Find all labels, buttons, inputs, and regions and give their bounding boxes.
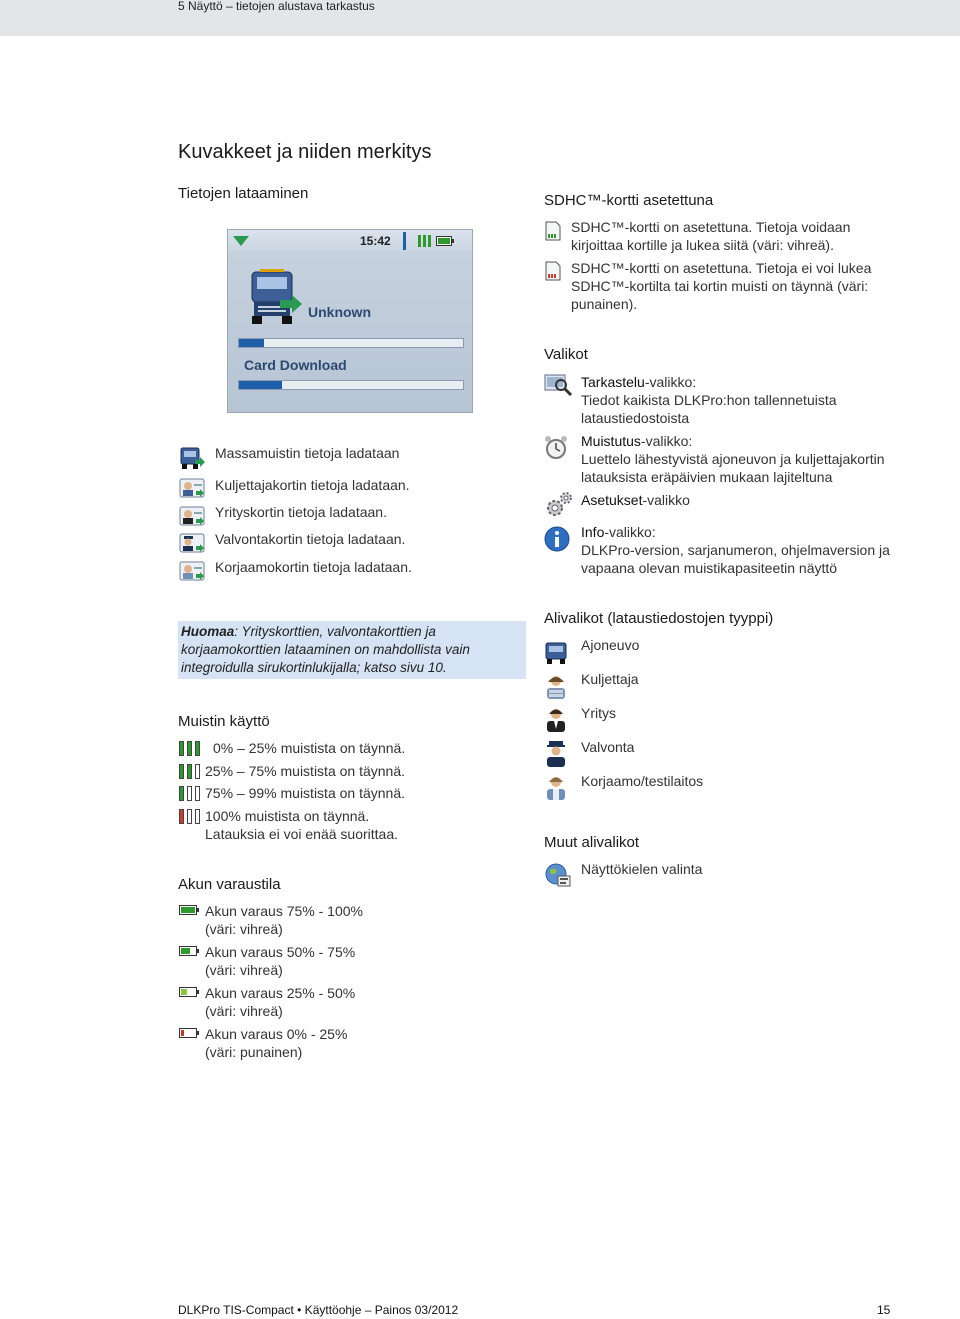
memory-item-1: 0% – 25% muistista on täynnä. bbox=[213, 740, 406, 756]
memory-level-1-icon bbox=[179, 741, 201, 756]
memory-item-4: 100% muistista on täynnä. bbox=[205, 808, 370, 824]
workshop-icon bbox=[544, 775, 568, 801]
download-item-workshop-card: Korjaamokortin tietoja ladataan. bbox=[215, 559, 412, 575]
battery-heading: Akun varaustila bbox=[178, 876, 281, 893]
note-label: Huomaa bbox=[181, 624, 235, 639]
submenu-company: Yritys bbox=[581, 705, 616, 721]
menu-info-rest: -valikko: bbox=[604, 524, 656, 540]
menu-view-bold: Tarkastelu bbox=[581, 374, 645, 390]
sdhc-item-1-line2: kirjoittaa kortille ja lukea siitä (väri: vihreä). bbox=[571, 237, 834, 253]
alarm-clock-icon bbox=[544, 433, 568, 463]
battery-item-3: Akun varaus 25% - 50% bbox=[205, 985, 356, 1001]
screen-vehicle-label: Unknown bbox=[308, 304, 371, 320]
page-number: 15 bbox=[877, 1303, 891, 1317]
note-text: : Yrityskorttien, valvontakorttien ja korjaamokorttien lataaminen on mahdollista vain integroidulla sirukortinlukijalla; katso sivu 10. bbox=[181, 624, 470, 675]
menu-info-bold: Info bbox=[581, 524, 605, 540]
menu-settings-bold: Asetukset bbox=[581, 492, 643, 508]
menu-reminder-desc-1: Luettelo lähestyvistä ajoneuvon ja kuljettajakortin bbox=[581, 451, 885, 467]
menu-reminder-rest: -valikko: bbox=[640, 433, 693, 449]
download-item-mass-memory: Massamuistin tietoja ladataan bbox=[215, 445, 400, 461]
view-menu-icon bbox=[544, 372, 572, 396]
settings-gear-icon bbox=[544, 490, 574, 520]
vehicle-icon bbox=[544, 641, 568, 665]
triangle-down-icon bbox=[233, 235, 249, 247]
memory-item-3: 75% – 99% muistista on täynnä. bbox=[205, 785, 406, 801]
other-language: Näyttökielen valinta bbox=[581, 861, 703, 877]
footer-text: DLKPro TIS-Compact • Käyttöohje – Painos 03/2012 bbox=[178, 1303, 459, 1317]
sdhc-item-2-line2: SDHC™-kortilta tai kortin muisti on täynnä (väri: bbox=[571, 278, 869, 294]
menu-reminder-bold: Muistutus bbox=[581, 433, 641, 449]
screen-status-bar bbox=[228, 230, 472, 252]
battery-item-4: Akun varaus 0% - 25% bbox=[205, 1026, 348, 1042]
info-icon bbox=[544, 526, 570, 552]
sdhc-item-2-line1: SDHC™-kortti on asetettuna. Tietoja ei voi lukea bbox=[571, 260, 872, 276]
menu-reminder bbox=[581, 432, 692, 450]
screen-time: 15:42 bbox=[360, 234, 391, 248]
progress-bar-2 bbox=[238, 380, 464, 390]
battery-icon bbox=[436, 236, 454, 246]
battery-high-icon bbox=[179, 946, 197, 956]
other-heading: Muut alivalikot bbox=[544, 834, 640, 851]
sdhc-card-green-icon bbox=[545, 221, 561, 241]
menu-view-rest: -valikko: bbox=[644, 374, 697, 390]
sdhc-heading: SDHC™-kortti asetettuna bbox=[544, 192, 714, 209]
battery-full-icon bbox=[179, 905, 197, 915]
memory-level-4-icon bbox=[179, 809, 201, 824]
page-title: Kuvakkeet ja niiden merkitys bbox=[178, 141, 432, 163]
page-header bbox=[0, 0, 960, 36]
memory-icon bbox=[418, 235, 432, 247]
battery-item-1: Akun varaus 75% - 100% bbox=[205, 903, 363, 919]
truck-icon bbox=[246, 268, 304, 326]
submenu-driver: Kuljettaja bbox=[581, 671, 639, 687]
device-screen bbox=[227, 229, 473, 413]
battery-item-1-color: (väri: vihreä) bbox=[205, 921, 283, 937]
note-box bbox=[178, 621, 526, 679]
submenu-control: Valvonta bbox=[581, 739, 635, 755]
memory-level-2-icon bbox=[179, 764, 201, 779]
download-item-driver-card: Kuljettajakortin tietoja ladataan. bbox=[215, 477, 410, 493]
progress-bar-1 bbox=[238, 338, 464, 348]
memory-item-2: 25% – 75% muistista on täynnä. bbox=[205, 763, 406, 779]
sdhc-card-red-icon bbox=[545, 261, 561, 281]
workshop-card-icon bbox=[179, 561, 205, 581]
sdhc-item-1-line1: SDHC™-kortti on asetettuna. Tietoja voidaan bbox=[571, 219, 851, 235]
download-item-control-card: Valvontakortin tietoja ladataan. bbox=[215, 531, 406, 547]
company-card-icon bbox=[179, 506, 205, 526]
driver-icon bbox=[544, 674, 568, 700]
submenus-heading: Alivalikot (lataustiedostojen tyyppi) bbox=[544, 610, 774, 627]
progress-fill-1 bbox=[239, 339, 264, 347]
control-icon bbox=[544, 741, 568, 767]
menu-view bbox=[581, 373, 696, 391]
battery-item-2: Akun varaus 50% - 75% bbox=[205, 944, 356, 960]
header-text: 5 Näyttö – tietojen alustava tarkastus bbox=[178, 0, 375, 13]
driver-card-icon bbox=[179, 478, 205, 498]
menu-info bbox=[581, 523, 656, 541]
battery-item-3-color: (väri: vihreä) bbox=[205, 1003, 283, 1019]
menu-info-desc-1: DLKPro-version, sarjanumeron, ohjelmaversion ja bbox=[581, 542, 890, 558]
menu-view-desc-2: lataustiedostoista bbox=[581, 410, 690, 426]
menu-info-desc-2: vapaana olevan muistikapasiteetin näyttö bbox=[581, 560, 838, 576]
menu-settings bbox=[581, 491, 690, 509]
menu-settings-rest: -valikko bbox=[642, 492, 690, 508]
download-heading: Tietojen lataaminen bbox=[178, 185, 309, 202]
battery-low-icon bbox=[179, 1028, 197, 1038]
memory-level-3-icon bbox=[179, 786, 201, 801]
menu-reminder-desc-2: latauksista eräpäivien mukaan lajiteltuna bbox=[581, 469, 833, 485]
submenu-vehicle: Ajoneuvo bbox=[581, 637, 640, 653]
screen-divider bbox=[403, 232, 406, 250]
company-icon bbox=[544, 707, 568, 733]
sdhc-item-2-line3: punainen). bbox=[571, 296, 638, 312]
battery-medium-icon bbox=[179, 987, 197, 997]
battery-item-2-color: (väri: vihreä) bbox=[205, 962, 283, 978]
memory-item-4-line2: Latauksia ei voi enää suorittaa. bbox=[205, 826, 399, 842]
progress-fill-2 bbox=[239, 381, 282, 389]
download-item-company-card: Yrityskortin tietoja ladataan. bbox=[215, 504, 387, 520]
language-globe-icon bbox=[544, 862, 572, 888]
screen-download-label: Card Download bbox=[244, 357, 347, 373]
control-card-icon bbox=[179, 533, 205, 553]
battery-item-4-color: (väri: punainen) bbox=[205, 1044, 303, 1060]
memory-heading: Muistin käyttö bbox=[178, 713, 270, 730]
menus-heading: Valikot bbox=[544, 346, 588, 363]
truck-download-icon bbox=[179, 446, 205, 472]
submenu-workshop: Korjaamo/testilaitos bbox=[581, 773, 704, 789]
menu-view-desc-1: Tiedot kaikista DLKPro:hon tallennetuista bbox=[581, 392, 837, 408]
